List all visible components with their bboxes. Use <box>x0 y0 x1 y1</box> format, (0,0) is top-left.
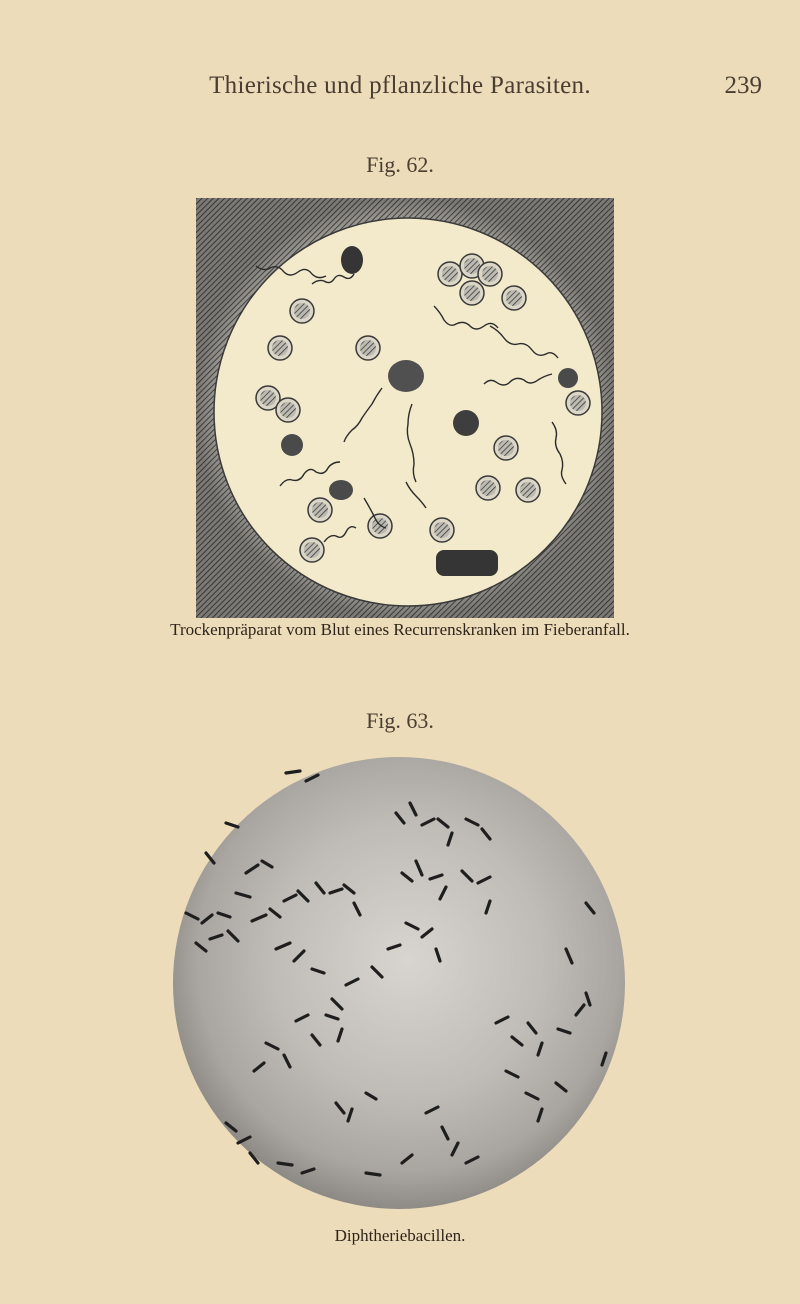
figure-62-label: Fig. 62. <box>366 152 434 177</box>
header-title: Thierische und pflanzliche Parasiten. <box>209 72 591 99</box>
figure-63-caption: Diphtheriebacillen. <box>334 1226 466 1245</box>
page-number: 239 <box>724 72 762 99</box>
figure-63-micrograph <box>166 753 632 1213</box>
figure-63-label: Fig. 63. <box>366 708 434 733</box>
figure-62-illustration <box>196 198 614 618</box>
figure-62-caption: Trockenpräparat vom Blut eines Recurrenskranken im Fieberanfall. <box>170 620 630 639</box>
